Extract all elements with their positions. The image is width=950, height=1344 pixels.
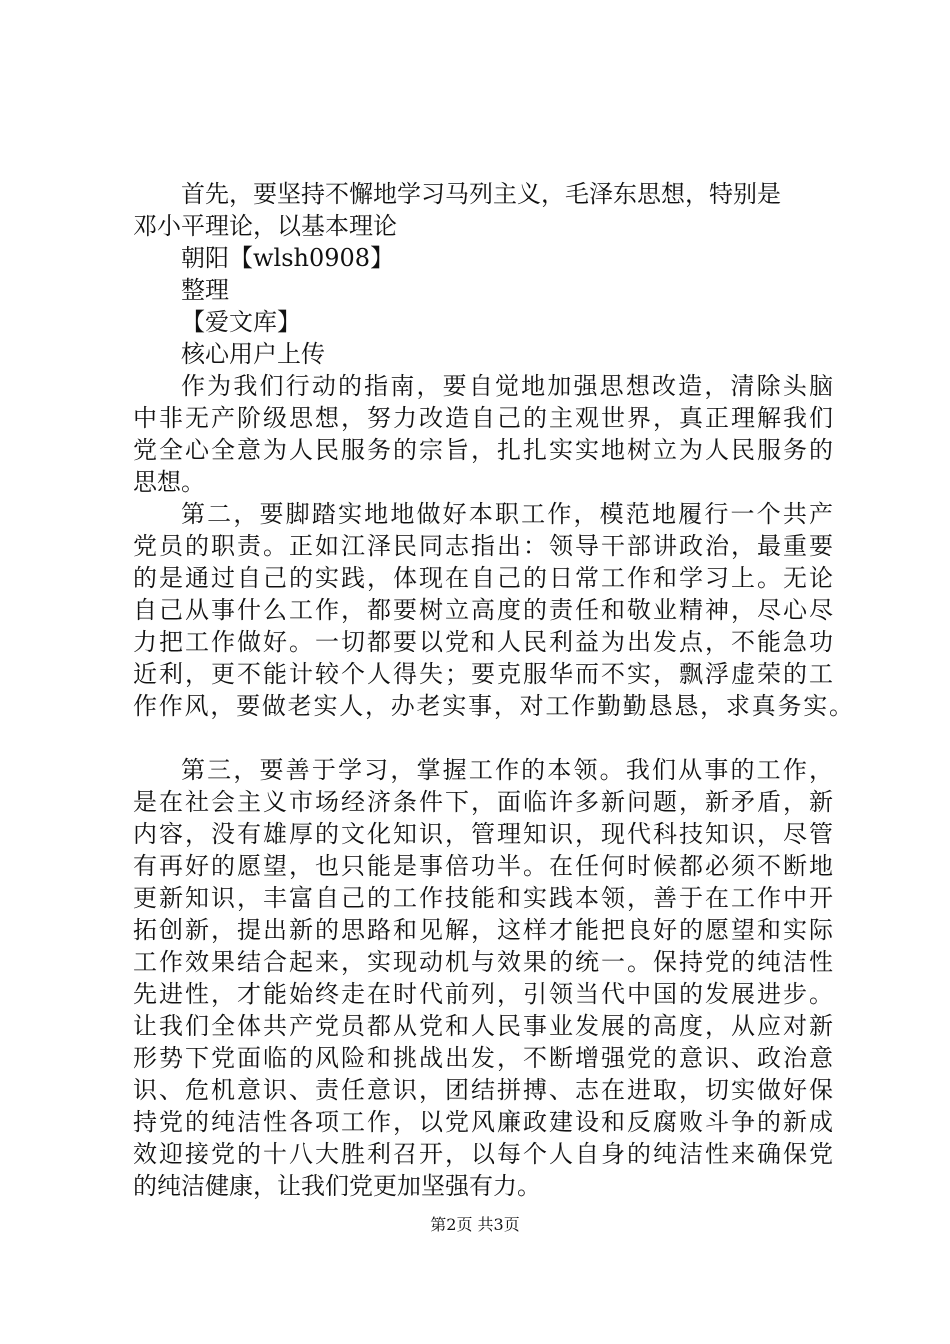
text-line: 作作风，要做老实人，办老实事，对工作勤勤恳恳，求真务实。 <box>133 692 853 720</box>
text-line: 整理 <box>181 276 229 304</box>
text-line: 作为我们行动的指南，要自觉地加强思想改造，清除头脑 <box>181 372 833 400</box>
text-line: 第二，要脚踏实地地做好本职工作，模范地履行一个共产 <box>181 500 833 528</box>
text-line: 更新知识，丰富自己的工作技能和实践本领，善于在工作中开 <box>133 884 833 912</box>
text-line: 党全心全意为人民服务的宗旨，扎扎实实地树立为人民服务的 <box>133 436 833 464</box>
page-number-footer: 第2页 共3页 <box>430 1215 520 1234</box>
text-line: 第三，要善于学习，掌握工作的本领。我们从事的工作， <box>181 756 833 784</box>
text-line: 识、危机意识、责任意识，团结拼搏、志在进取，切实做好保 <box>133 1076 833 1104</box>
text-line: 朝阳【wlsh0908】 <box>181 244 395 272</box>
text-line: 思想。 <box>133 468 205 496</box>
text-line: 近利，更不能计较个人得失；要克服华而不实，飘浮虚荣的工 <box>133 660 833 688</box>
text-line: 效迎接党的十八大胜利召开，以每个人自身的纯洁性来确保党 <box>133 1140 833 1168</box>
text-line: 首先，要坚持不懈地学习马列主义，毛泽东思想，特别是 <box>181 180 781 208</box>
text-line: 邓小平理论，以基本理论 <box>133 212 397 240</box>
text-line: 持党的纯洁性各项工作，以党风廉政建设和反腐败斗争的新成 <box>133 1108 833 1136</box>
text-line: 先进性，才能始终走在时代前列，引领当代中国的发展进步。 <box>133 980 833 1008</box>
text-line: 【爱文库】 <box>181 308 301 336</box>
text-line: 有再好的愿望，也只能是事倍功半。在任何时候都必须不断地 <box>133 852 833 880</box>
text-line: 党员的职责。正如江泽民同志指出：领导干部讲政治，最重要 <box>133 532 833 560</box>
text-line: 的纯洁健康，让我们党更加坚强有力。 <box>133 1172 541 1200</box>
text-line: 工作效果结合起来，实现动机与效果的统一。保持党的纯洁性 <box>133 948 833 976</box>
text-line: 内容，没有雄厚的文化知识，管理知识，现代科技知识，尽管 <box>133 820 833 848</box>
text-line: 形势下党面临的风险和挑战出发，不断增强党的意识、政治意 <box>133 1044 833 1072</box>
text-line: 自己从事什么工作，都要树立高度的责任和敬业精神，尽心尽 <box>133 596 833 624</box>
text-line: 力把工作做好。一切都要以党和人民利益为出发点，不能急功 <box>133 628 833 656</box>
text-line: 让我们全体共产党员都从党和人民事业发展的高度，从应对新 <box>133 1012 833 1040</box>
text-line: 核心用户上传 <box>181 340 325 368</box>
text-line: 是在社会主义市场经济条件下，面临许多新问题，新矛盾，新 <box>133 788 833 816</box>
text-line: 拓创新，提出新的思路和见解，这样才能把良好的愿望和实际 <box>133 916 833 944</box>
text-line: 中非无产阶级思想，努力改造自己的主观世界，真正理解我们 <box>133 404 833 432</box>
text-line: 的是通过自己的实践，体现在自己的日常工作和学习上。无论 <box>133 564 833 592</box>
